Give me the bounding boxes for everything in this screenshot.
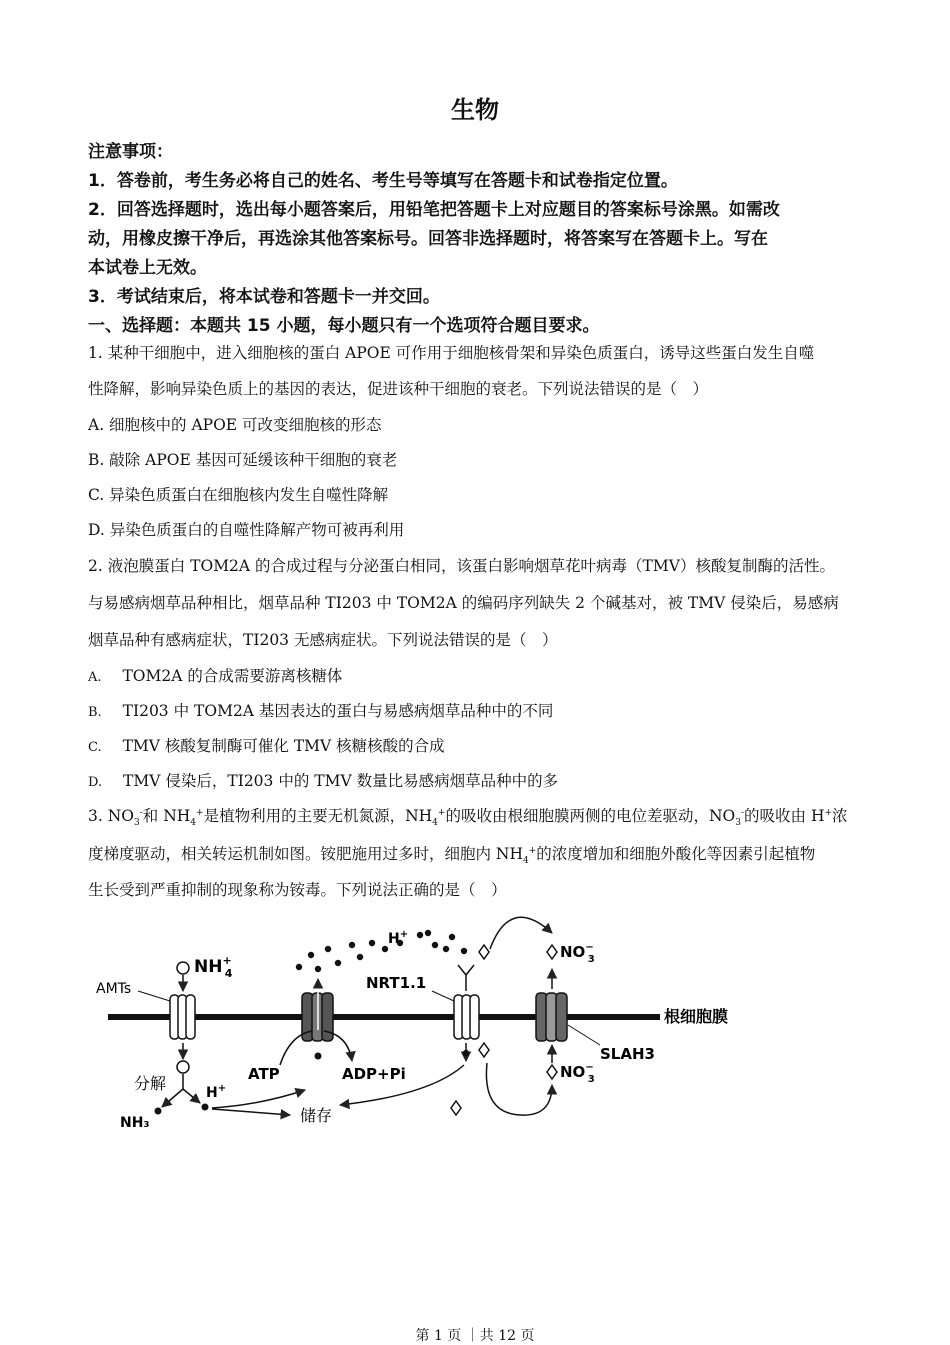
page-title: 生物	[451, 95, 499, 124]
q3-sub: 4	[523, 856, 529, 867]
nh4-ion-symbol	[177, 962, 189, 974]
adp-label: ADP+Pi	[342, 1065, 406, 1083]
q2-option-a-text: TOM2A 的合成需要游离核糖体	[122, 667, 343, 685]
nh4-label: NH+ 4	[194, 954, 233, 980]
q1-option-d: D. 异染色质蛋白的自噬性降解产物可被再利用	[88, 521, 405, 539]
nh4-ion-inside	[177, 1061, 189, 1073]
q2-option-b-text: TI203 中 TOM2A 基因表达的蛋白与易感病烟草品种中的不同	[122, 702, 554, 720]
q1-stem-line-2: 性降解，影响异染色质上的基因的表达，促进该种干细胞的衰老。下列说法错误的是（ ）	[88, 380, 709, 398]
q3-text: 的吸收由 H	[744, 807, 825, 825]
q2-option-c-letter: C.	[88, 740, 102, 755]
q2-option-a-letter: A.	[88, 670, 102, 685]
q2-option-b-letter: B.	[88, 705, 102, 720]
q3-text: 度梯度驱动，相关转运机制如图。铵肥施用过多时，细胞内 NH	[88, 845, 524, 863]
q3-stem-line-1	[88, 804, 848, 828]
slah3-channel	[536, 993, 567, 1041]
q2-option-b	[88, 699, 553, 721]
q2-stem-line-2: 与易感病烟草品种相比，烟草品种 TI203 中 TOM2A 的编码序列缺失 2 个碱基对，被 TMV 侵染后，易感病	[88, 594, 839, 612]
q3-text: 的浓度增加和细胞外酸化等因素引起植物	[536, 845, 816, 863]
q3-sup: +	[528, 845, 537, 856]
notice-item-3: 3．考试结束后，将本试卷和答题卡一并交回。	[88, 287, 440, 307]
h-ion-pump-inside	[315, 1053, 322, 1060]
q3-stem-line-2	[88, 842, 815, 866]
q1-option-a: A. 细胞核中的 APOE 可改变细胞核的形态	[88, 416, 382, 434]
h-plus-label-inside: H+	[206, 1083, 227, 1101]
page-footer: 第 1 页 ｜共 12 页	[415, 1328, 535, 1344]
nrt-transporter	[454, 995, 479, 1039]
q3-sup: +	[196, 807, 204, 818]
q3-sub: 3	[735, 818, 741, 829]
q2-option-d-letter: D.	[88, 775, 103, 790]
q2-stem-line-1: 2. 液泡膜蛋白 TOM2A 的合成过程与分泌蛋白相同，该蛋白影响烟草花叶病毒（TMV）核酸复制酶的活性。	[88, 557, 835, 575]
amts-label: AMTs	[96, 981, 132, 997]
nrt-label: NRT1.1	[366, 974, 427, 992]
h-plus-label-outside: H+	[388, 929, 409, 947]
q3-text: 3. NO	[88, 807, 134, 825]
q3-sup: -	[740, 807, 745, 818]
notice-item-2-line-3: 本试卷上无效。	[88, 258, 207, 278]
atp-label: ATP	[248, 1065, 280, 1083]
no3-symbol-storage	[451, 1101, 461, 1115]
q2-stem-line-3: 烟草品种有感病症状，TI203 无感病症状。下列说法错误的是（ ）	[88, 631, 558, 649]
no3-symbol-slah3-bottom	[547, 1065, 557, 1079]
notice-heading: 注意事项：	[88, 142, 173, 162]
transport-mechanism-figure	[90, 905, 750, 1140]
q1-option-b: B. 敲除 APOE 基因可延缓该种干细胞的衰老	[88, 451, 398, 469]
q2-option-d	[88, 769, 558, 791]
nrt-receptor-symbol	[458, 965, 474, 991]
q3-text: 和 NH	[142, 807, 191, 825]
q3-sup: +	[824, 807, 833, 818]
amts-transporter	[170, 995, 195, 1039]
no3-symbol-inside	[479, 1043, 489, 1057]
q3-sub: 4	[190, 818, 197, 829]
q1-option-c: C. 异染色质蛋白在细胞核内发生自噬性降解	[88, 486, 389, 504]
section-heading: 一、选择题：本题共 15 小题，每小题只有一个选项符合题目要求。	[88, 316, 600, 336]
decomposition-label: 分解	[134, 1074, 167, 1093]
membrane-label: 根细胞膜	[664, 1007, 729, 1026]
q2-option-d-text: TMV 侵染后，TI203 中的 TMV 数量比易感病烟草品种中的多	[123, 772, 559, 790]
nh3-dot	[155, 1108, 162, 1115]
notice-item-1: 1．答卷前，考生务必将自己的姓名、考生号等填写在答题卡和试卷指定位置。	[88, 171, 678, 191]
h-ions-outside	[296, 930, 467, 972]
q3-sup: -	[139, 807, 143, 818]
h-ion-dot	[202, 1104, 209, 1111]
no3-label-top: NO− 3	[560, 942, 595, 965]
q3-text: 的吸收由根细胞膜两侧的电位差驱动，NO	[445, 807, 736, 825]
q2-option-c	[88, 734, 445, 756]
q3-sub: 4	[432, 818, 438, 829]
no3-symbol-outside	[479, 945, 489, 959]
q2-option-a	[88, 664, 342, 686]
q3-sup: +	[437, 807, 446, 818]
no3-label-bottom: NO− 3	[560, 1062, 595, 1085]
notice-item-2-line-1: 2．回答选择题时，选出每小题答案后，用铅笔把答题卡上对应题目的答案标号涂黑。如需改	[88, 200, 780, 220]
storage-label: 储存	[300, 1106, 333, 1125]
q3-stem-line-3: 生长受到严重抑制的现象称为铵毒。下列说法正确的是（ ）	[88, 881, 507, 899]
q1-stem-line-1: 1. 某种干细胞中，进入细胞核的蛋白 APOE 可作用于细胞核骨架和异染色质蛋白，诱导这些蛋白发生自噬	[88, 344, 815, 362]
q2-option-c-text: TMV 核酸复制酶可催化 TMV 核糖核酸的合成	[122, 737, 445, 755]
no3-symbol-slah3-top	[547, 945, 557, 959]
q3-text: 是植物利用的主要无机氮源，NH	[203, 807, 433, 825]
notice-item-2-line-2: 动，用橡皮擦干净后，再选涂其他答案标号。回答非选择题时，将答案写在答题卡上。写在	[88, 229, 768, 249]
q3-text: 浓	[832, 807, 848, 825]
nh3-label: NH₃	[120, 1115, 150, 1131]
slah3-label: SLAH3	[600, 1045, 655, 1063]
q3-sub: 3	[134, 818, 140, 829]
